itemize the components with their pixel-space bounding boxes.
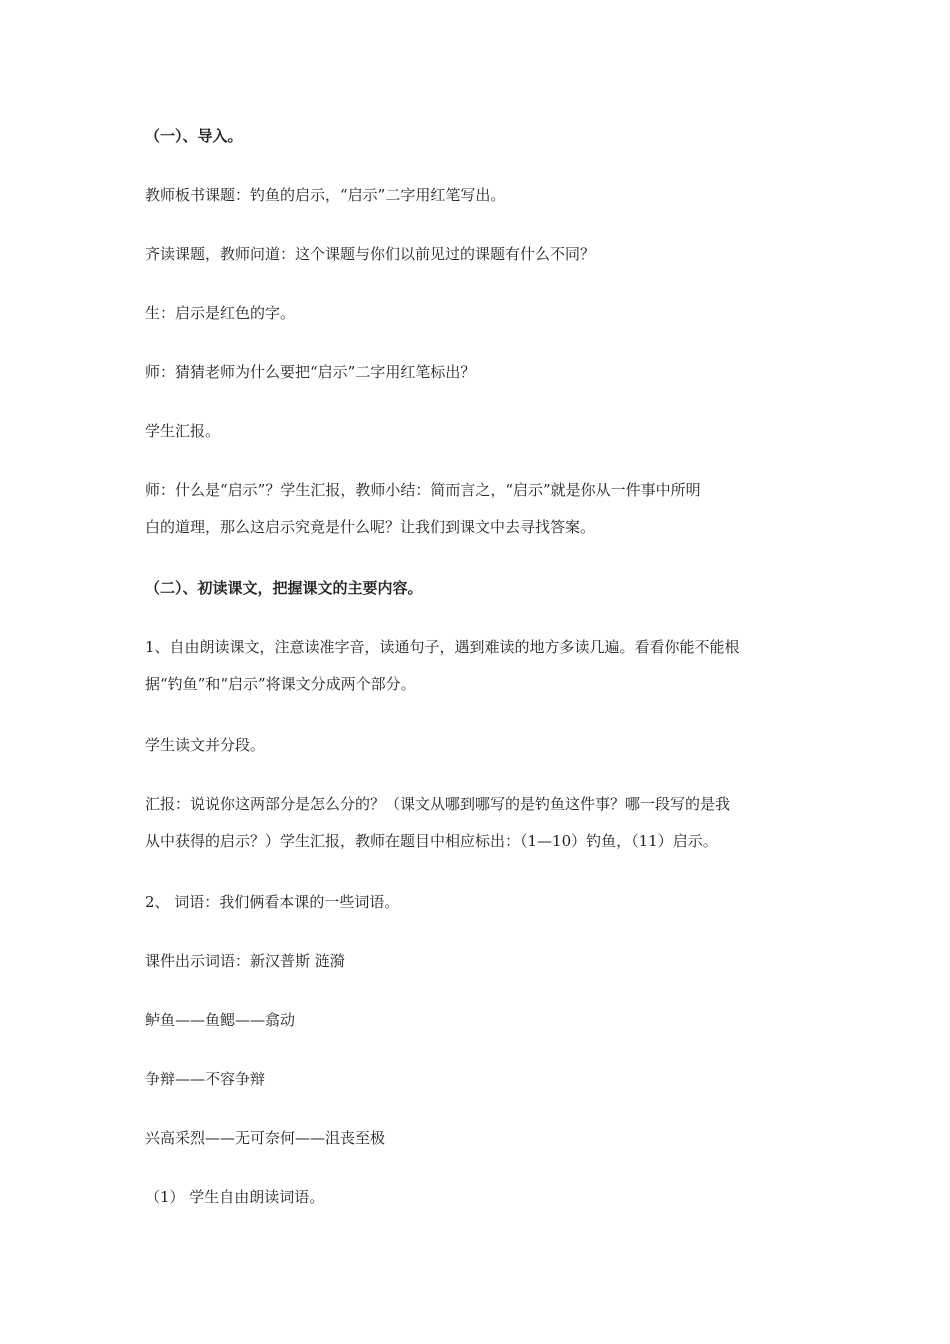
paragraph [145, 884, 810, 921]
text-line: 学生读文并分段。 [145, 736, 266, 754]
text-line: 据“钓鱼”和“启示”将课文分成两个部分。 [145, 675, 416, 693]
paragraph [145, 1002, 810, 1039]
section-heading-intro [145, 118, 810, 155]
paragraph [145, 727, 810, 764]
text-line: 鲈鱼——鱼鳃——翕动 [145, 1011, 296, 1029]
text-line: 生：启示是红色的字。 [145, 304, 296, 322]
paragraph [145, 943, 810, 980]
paragraph [145, 1120, 810, 1157]
paragraph [145, 295, 810, 332]
paragraph [145, 786, 810, 860]
text-line: 争辩——不容争辩 [145, 1070, 266, 1088]
text-line: 师：什么是“启示”？学生汇报，教师小结：简而言之，“启示”就是你从一件事中所明 [145, 481, 701, 499]
text-line: 从中获得的启示？）学生汇报，教师在题目中相应标出：（1—10）钓鱼，（11）启示。 [145, 832, 718, 850]
text-line: 学生汇报。 [145, 422, 221, 440]
paragraph [145, 236, 810, 273]
section-heading-first-reading [145, 570, 810, 607]
text-line: 齐读课题，教师问道：这个课题与你们以前见过的课题有什么不同？ [145, 245, 596, 263]
paragraph [145, 413, 810, 450]
text-line: 兴高采烈——无可奈何——沮丧至极 [145, 1129, 386, 1147]
text-line: 汇报：说说你这两部分是怎么分的？（课文从哪到哪写的是钓鱼这件事？哪一段写的是我 [145, 795, 731, 813]
paragraph [145, 1061, 810, 1098]
paragraph [145, 177, 810, 214]
text-line: 教师板书课题：钓鱼的启示，“启示”二字用红笔写出。 [145, 186, 506, 204]
text-line: 师：猜猜老师为什么要把“启示”二字用红笔标出？ [145, 363, 476, 381]
text-line: （二）、初读课文，把握课文的主要内容。 [145, 579, 423, 597]
text-line: （一）、导入。 [145, 127, 243, 145]
text-line: 1、自由朗读课文，注意读准字音，读通句子，遇到难读的地方多读几遍。看看你能不能根 [145, 638, 740, 656]
paragraph [145, 1179, 810, 1216]
paragraph [145, 354, 810, 391]
text-line: 白的道理，那么这启示究竟是什么呢？让我们到课文中去寻找答案。 [145, 518, 596, 536]
text-line: 2、 词语：我们俩看本课的一些词语。 [145, 893, 400, 911]
text-line: （1） 学生自由朗读词语。 [145, 1188, 325, 1206]
text-line: 课件出示词语：新汉普斯 涟漪 [145, 952, 345, 970]
paragraph [145, 472, 810, 546]
paragraph [145, 629, 810, 703]
